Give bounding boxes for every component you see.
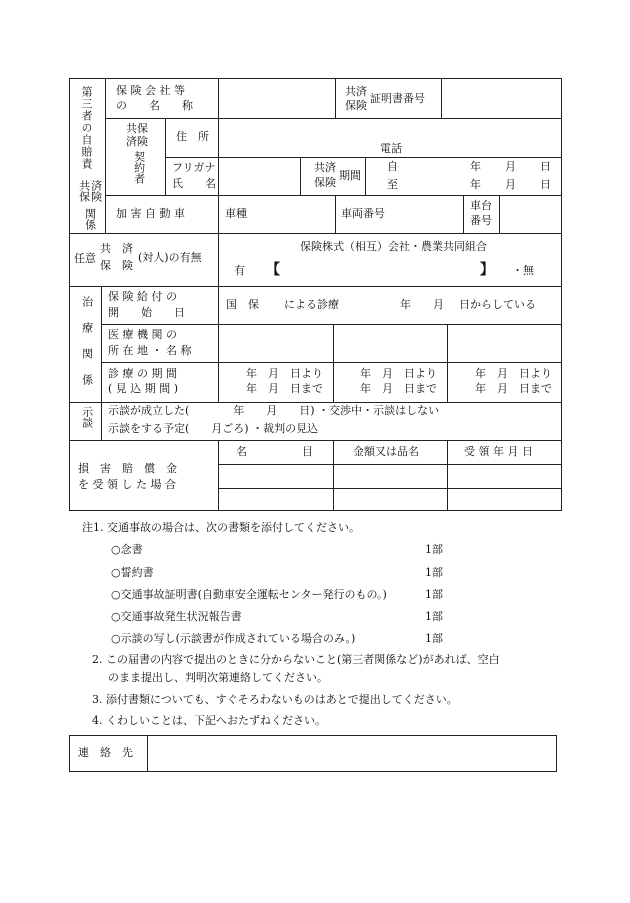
- optional-label: 任意: [74, 252, 96, 265]
- note1-intro: 注1. 交通事故の場合は、次の書類を添付してください。: [82, 521, 360, 534]
- optional-hoken: 保 険: [100, 259, 133, 272]
- from-month: 月: [505, 160, 516, 173]
- document-item: ○念書: [111, 543, 143, 556]
- contact-label: 連 絡 先: [78, 746, 133, 759]
- benefit-text-1: 国 保: [226, 298, 259, 311]
- period2-label-1: 診 療 の 期 間: [108, 367, 177, 380]
- medical-label-2: 所 在 地 ・ 名 称: [108, 344, 192, 357]
- vehicle-label: 加 害 自 動 車: [116, 207, 185, 220]
- period2-label-2: ( 見 込 期 間 ): [108, 382, 179, 395]
- col-date-header: 受 領 年 月 日: [464, 445, 533, 458]
- optional-yes: 有: [234, 264, 245, 277]
- document-count: 1部: [425, 632, 443, 645]
- period2-col1-to: 年 月 日まで: [246, 382, 323, 395]
- document-count: 1部: [425, 610, 443, 623]
- benefit-label-1: 保 険 給 付 の: [108, 290, 177, 303]
- period2-col2-to: 年 月 日まで: [360, 382, 437, 395]
- certificate-label: 証明書番号: [370, 92, 425, 105]
- from-year: 年: [470, 160, 481, 173]
- optional-bracket-close: 】: [480, 262, 494, 278]
- compensation-label-2: を 受 領 し た 場 合: [78, 478, 176, 491]
- company-label-line1: 保 険 会 社 等: [116, 84, 185, 97]
- period-label: 期間: [339, 169, 361, 182]
- to-day: 日: [540, 178, 551, 191]
- document-count: 1部: [425, 543, 443, 556]
- chassis-label-1: 車台: [470, 199, 492, 212]
- period2-col3-from: 年 月 日より: [475, 367, 552, 380]
- period-prefix-2: 保険: [314, 176, 336, 189]
- col-name-header: 名 目: [236, 445, 313, 458]
- contractor-label: 契約者: [132, 151, 146, 184]
- optional-no: ・無: [512, 264, 534, 277]
- period-prefix-1: 共済: [314, 161, 336, 174]
- to-label: 至: [387, 178, 398, 191]
- settlement-label: 示談: [80, 406, 94, 428]
- certificate-prefix-2: 保険: [345, 99, 367, 112]
- contractor-prefix-1: 共保: [126, 122, 148, 135]
- note2-line1: 2. この届書の内容で提出のときに分からないこと(第三者関係など)があれば、空白: [92, 653, 500, 666]
- period2-col2-from: 年 月 日より: [360, 367, 437, 380]
- settlement-line2: 示談をする予定( 月ごろ) ・裁判の見込: [108, 422, 319, 435]
- period2-col3-to: 年 月 日まで: [475, 382, 552, 395]
- col-amount-header: 金額又は品名: [353, 445, 419, 458]
- document-item: ○誓約書: [111, 566, 154, 579]
- optional-suffix: (対人)の有無: [138, 251, 202, 264]
- to-year: 年: [470, 178, 481, 191]
- furigana-label: フリガナ: [172, 161, 216, 174]
- optional-company-text: 保険株式（相互）会社・農業共同組合: [300, 240, 487, 253]
- to-month: 月: [505, 178, 516, 191]
- kyosai-hoken-right: 共保: [77, 180, 91, 202]
- address-label: 住 所: [176, 130, 209, 143]
- name-label: 氏 名: [172, 177, 216, 190]
- document-item: ○交通事故証明書(自動車安全運転センター発行のもの。): [111, 588, 387, 601]
- benefit-label-2: 開 始 日: [108, 306, 185, 319]
- from-label: 自: [387, 160, 398, 173]
- document-item: ○交通事故発生状況報告書: [111, 610, 242, 623]
- settlement-line1: 示談が成立した( 年 月 日) ・交渉中・示談はしない: [108, 404, 440, 417]
- third-party-text: 第三者の自賠責: [79, 86, 93, 170]
- benefit-text-2: による診療: [284, 298, 339, 311]
- benefit-text-3: 年 月: [400, 298, 444, 311]
- vehicle-type-label: 車種: [225, 207, 247, 220]
- period2-col1-from: 年 月 日より: [246, 367, 323, 380]
- medical-label-1: 医 療 機 関 の: [108, 328, 177, 341]
- document-item: ○示談の写し(示談書が作成されている場合のみ。): [111, 632, 356, 645]
- treatment-label: 治療関係: [80, 296, 94, 400]
- from-day: 日: [540, 160, 551, 173]
- note3: 3. 添付書類についても、すぐそろわないものはあとで提出してください。: [92, 693, 458, 706]
- optional-bracket-open: 【: [266, 262, 280, 278]
- certificate-prefix-1: 共済: [345, 85, 367, 98]
- kankei-label: 関係: [83, 208, 97, 230]
- document-count: 1部: [425, 588, 443, 601]
- chassis-label-2: 番号: [470, 214, 492, 227]
- phone-label: 電話: [380, 142, 402, 155]
- document-count: 1部: [425, 566, 443, 579]
- contractor-prefix-2: 済険: [126, 135, 148, 148]
- optional-kyosai: 共 済: [100, 242, 133, 255]
- vehicle-number-label: 車両番号: [341, 207, 385, 220]
- compensation-label-1: 損 害 賠 償 金: [78, 462, 177, 475]
- third-party-label: [79, 86, 92, 170]
- kyosai-hoken-left: 済険: [89, 180, 103, 202]
- note2-line2: のまま提出し、判明次第連絡してください。: [108, 671, 328, 684]
- company-label-line2: の 名 称: [116, 99, 193, 112]
- benefit-text-4: 日からしている: [459, 298, 536, 311]
- note4: 4. くわしいことは、下記へおたずねください。: [92, 714, 326, 727]
- contact-field[interactable]: [150, 738, 554, 769]
